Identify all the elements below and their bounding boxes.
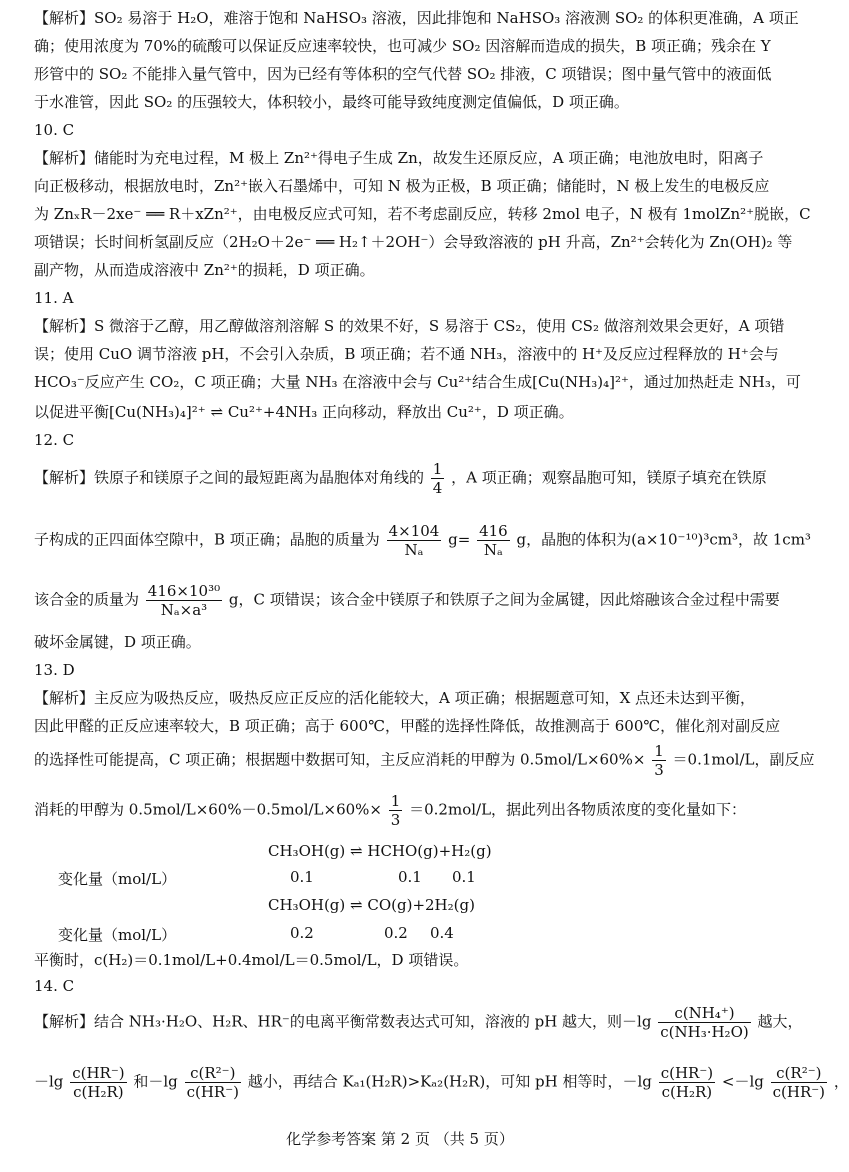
q13-line-2: 因此甲醛的正反应速率较大，B 项正确；高于 600℃，甲醛的选择性降低，故推测高于 600℃，催化剂对副反应 xyxy=(34,717,781,735)
fraction-numerator: 416 xyxy=(479,522,508,540)
fraction-r-hr xyxy=(771,1064,827,1101)
fraction-numerator: 416×10³⁰ xyxy=(147,582,221,600)
q12-answer: 12. C xyxy=(34,431,75,449)
q12-line-2-pre: 子构成的正四面体空隙中，B 项正确；晶胞的质量为 xyxy=(34,530,380,549)
fraction-numerator: 1 xyxy=(390,792,401,810)
q14-line-2 xyxy=(34,1064,849,1101)
change-row-2-value: 0.4 xyxy=(430,924,454,942)
q11-answer: 11. A xyxy=(34,289,74,307)
fraction-numerator: c(HR⁻) xyxy=(660,1064,714,1082)
fraction-denominator: 4 xyxy=(432,479,443,497)
q9-line-3: 形管中的 SO₂ 不能排入量气管中，因为已经有等体积的空气代替 SO₂ 排液，C 项错误；图中量气管中的液面低 xyxy=(34,65,772,83)
change-row-1-value: 0.1 xyxy=(290,868,314,886)
change-row-1-label: 变化量（mol/L） xyxy=(58,870,177,888)
reaction-side: CH₃OH(g) ⇌ CO(g)+2H₂(g) xyxy=(268,896,475,914)
fraction-one-third xyxy=(389,792,403,829)
fraction-hr-h2r xyxy=(70,1064,126,1101)
fraction-cell-mass-b xyxy=(477,522,510,559)
q12-line-3-pre: 该合金的质量为 xyxy=(34,590,140,609)
fraction-denominator: Nₐ xyxy=(404,541,424,559)
fraction-denominator: 3 xyxy=(390,811,401,829)
q13-line-3 xyxy=(34,742,814,779)
q10-line-4: 项错误；长时间析氢副反应（2H₂O＋2e⁻ ══ H₂↑＋2OH⁻）会导致溶液的 pH 升高，Zn²⁺会转化为 Zn(OH)₂ 等 xyxy=(34,233,793,251)
fraction-denominator: c(NH₃·H₂O) xyxy=(660,1023,749,1041)
change-row-2-value: 0.2 xyxy=(290,924,314,942)
fraction-numerator: c(R²⁻) xyxy=(185,1064,241,1083)
fraction-numerator: c(R²⁻) xyxy=(771,1064,827,1083)
fraction-alloy-mass xyxy=(146,582,222,619)
q14-line-1 xyxy=(34,1004,803,1041)
q12-line-2-post: g，晶胞的体积为(a×10⁻¹⁰)³cm³，故 1cm³ xyxy=(516,530,811,549)
fraction-denominator: c(H₂R) xyxy=(73,1083,124,1101)
change-row-1-value: 0.1 xyxy=(452,868,476,886)
q14-line-2-e: ， xyxy=(833,1072,849,1091)
q13-final: 平衡时，c(H₂)＝0.1mol/L+0.4mol/L＝0.5mol/L，D 项错误。 xyxy=(34,951,469,969)
page-footer: 化学参考答案 第 2 页 （共 5 页） xyxy=(286,1130,514,1148)
fraction-numerator: 1 xyxy=(432,460,443,478)
q9-line-1: 【解析】SO₂ 易溶于 H₂O，难溶于饱和 NaHSO₃ 溶液，因此排饱和 NaHSO₃ 溶液测 SO₂ 的体积更准确，A 项正 xyxy=(34,9,799,27)
q9-line-2: 确；使用浓度为 70%的硫酸可以保证反应速率较快，也可减少 SO₂ 因溶解而造成的损失，B 项正确；残余在 Y xyxy=(34,37,771,55)
fraction-one-quarter xyxy=(431,460,445,497)
q11-line-2: 误；使用 CuO 调节溶液 pH，不会引入杂质，B 项正确；若不通 NH₃，溶液中的 H⁺及反应过程释放的 H⁺会与 xyxy=(34,345,779,363)
q12-line-2-mid: g= xyxy=(448,530,471,549)
q14-line-1-post: 越大， xyxy=(757,1012,803,1031)
q14-line-2-d: <－lg xyxy=(721,1072,764,1091)
q12-line-1-pre: 【解析】铁原子和镁原子之间的最短距离为晶胞体对角线的 xyxy=(34,468,425,487)
q9-line-4: 于水准管，因此 SO₂ 的压强较大，体积较小，最终可能导致纯度测定值偏低，D 项正确。 xyxy=(34,93,629,111)
q12-line-3 xyxy=(34,582,780,619)
q10-line-5: 副产物，从而造成溶液中 Zn²⁺的损耗，D 项正确。 xyxy=(34,261,375,279)
q13-line-4-pre: 消耗的甲醇为 0.5mol/L×60%－0.5mol/L×60%× xyxy=(34,800,382,819)
change-row-1-value: 0.1 xyxy=(398,868,422,886)
q11-line-4: 以促进平衡[Cu(NH₃)₄]²⁺ ⇌ Cu²⁺+4NH₃ 正向移动，释放出 Cu²⁺，D 项正确。 xyxy=(34,403,574,421)
fraction-denominator: Nₐ xyxy=(483,541,503,559)
q12-line-4: 破坏金属键，D 项正确。 xyxy=(34,633,201,651)
fraction-numerator: c(NH₄⁺) xyxy=(658,1004,750,1023)
q14-line-2-a: －lg xyxy=(34,1072,64,1091)
q10-line-1: 【解析】储能时为充电过程，M 极上 Zn²⁺得电子生成 Zn，故发生还原反应，A 项正确；电池放电时，阳离子 xyxy=(34,149,764,167)
q13-line-3-pre: 的选择性可能提高，C 项正确；根据题中数据可知，主反应消耗的甲醇为 0.5mol/L×60%× xyxy=(34,750,646,769)
fraction-denominator: c(H₂R) xyxy=(661,1083,713,1101)
fraction-numerator: 1 xyxy=(654,742,664,760)
fraction-denominator: Nₐ×a³ xyxy=(160,601,208,619)
fraction-numerator: c(HR⁻) xyxy=(72,1064,125,1082)
q13-line-1: 【解析】主反应为吸热反应，吸热反应正反应的活化能较大，A 项正确；根据题意可知，X 点还未达到平衡， xyxy=(34,689,756,707)
fraction-numerator: 4×104 xyxy=(388,522,440,540)
q10-line-2: 向正极移动，根据放电时，Zn²⁺嵌入石墨烯中，可知 N 极为正极，B 项正确；储能时，N 极上发生的电极反应 xyxy=(34,177,770,195)
fraction-hr-h2r xyxy=(659,1064,715,1101)
fraction-one-third xyxy=(652,742,666,779)
reaction-main: CH₃OH(g) ⇌ HCHO(g)+H₂(g) xyxy=(268,842,492,860)
q12-line-3-post: g，C 项错误；该合金中镁原子和铁原子之间为金属键，因此熔融该合金过程中需要 xyxy=(228,590,780,609)
q13-line-3-post: ＝0.1mol/L，副反应 xyxy=(672,750,815,769)
q12-line-2 xyxy=(34,522,811,559)
q13-answer: 13. D xyxy=(34,661,75,679)
fraction-denominator: c(HR⁻) xyxy=(186,1083,239,1101)
change-row-2-label: 变化量（mol/L） xyxy=(58,926,177,944)
q12-line-1 xyxy=(34,460,767,497)
q14-line-2-c: 越小，再结合 Kₐ₁(H₂R)>Kₐ₂(H₂R)，可知 pH 相等时，－lg xyxy=(247,1072,652,1091)
q13-line-4-post: ＝0.2mol/L，据此列出各物质浓度的变化量如下： xyxy=(409,800,747,819)
q13-line-4 xyxy=(34,792,746,829)
q14-line-1-pre: 【解析】结合 NH₃·H₂O、H₂R、HR⁻的电离平衡常数表达式可知，溶液的 pH 越大，则－lg xyxy=(34,1012,652,1031)
q14-line-2-b: 和－lg xyxy=(133,1072,178,1091)
q11-line-1: 【解析】S 微溶于乙醇，用乙醇做溶剂溶解 S 的效果不好，S 易溶于 CS₂，使用 CS₂ 做溶剂效果会更好，A 项错 xyxy=(34,317,785,335)
fraction-denominator: c(HR⁻) xyxy=(772,1083,826,1101)
q11-line-3: HCO₃⁻反应产生 CO₂，C 项正确；大量 NH₃ 在溶液中会与 Cu²⁺结合生成[Cu(NH₃)₄]²⁺，通过加热赶走 NH₃，可 xyxy=(34,373,801,391)
q10-line-3: 为 ZnₓR－2xe⁻ ══ R＋xZn²⁺，由电极反应式可知，若不考虑副反应，转移 2mol 电子，N 极有 1molZn²⁺脱嵌，C xyxy=(34,205,811,223)
q10-answer: 10. C xyxy=(34,121,75,139)
fraction-cell-mass-a xyxy=(387,522,442,559)
q12-line-1-post: ，A 项正确；观察晶胞可知，镁原子填充在铁原 xyxy=(451,468,767,487)
fraction-ammonium-ratio xyxy=(658,1004,750,1041)
q14-answer: 14. C xyxy=(34,977,75,995)
fraction-denominator: 3 xyxy=(654,761,664,779)
fraction-r-hr xyxy=(185,1064,241,1101)
change-row-2-value: 0.2 xyxy=(384,924,408,942)
